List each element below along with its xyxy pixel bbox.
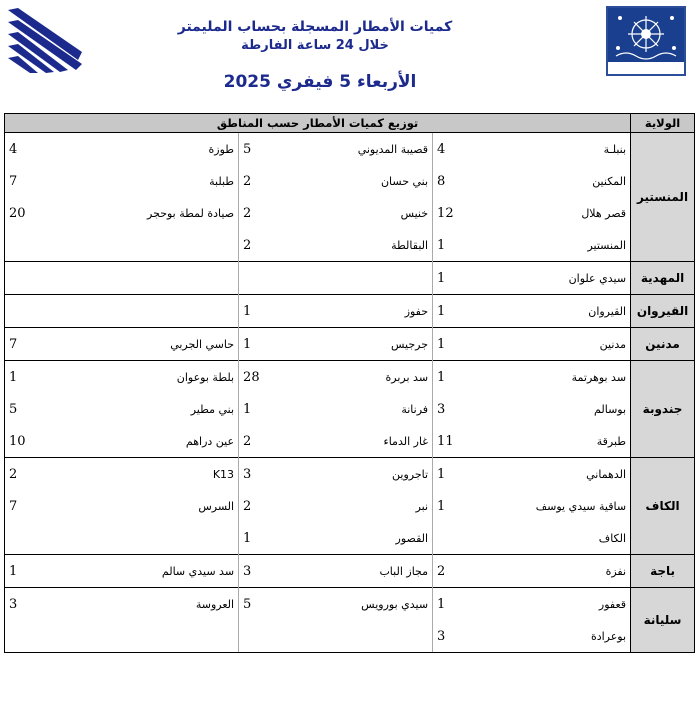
station-name: الدهماني <box>513 458 631 491</box>
station-name: نبر <box>415 499 429 513</box>
governorate-cell: سليانة <box>631 588 695 653</box>
table-row <box>5 197 695 229</box>
station-name: ساقية سيدي يوسف <box>535 499 627 513</box>
governorate-cell: الكاف <box>631 458 695 555</box>
rain-value: 3 <box>239 555 313 588</box>
station-name: مدنين <box>513 328 631 361</box>
station-name <box>69 620 239 653</box>
rain-value: 2 <box>239 197 313 229</box>
title-line1: كميات الأمطار المسجلة بحساب المليمتر <box>177 19 453 35</box>
header-distribution: توزيع كميات الأمطار حسب المناطق <box>5 114 631 133</box>
table-row <box>5 393 695 425</box>
rain-value: 1 <box>433 262 513 295</box>
rain-value: 1 <box>433 490 513 522</box>
table-row <box>5 295 695 328</box>
rain-value: 20 <box>5 197 69 229</box>
rain-value: 2 <box>5 458 69 491</box>
station-name: مجاز الباب <box>313 555 433 588</box>
station-name: بنبلـة <box>513 133 631 166</box>
station-name: جرجيس <box>313 328 433 361</box>
rain-value: 1 <box>433 588 513 621</box>
station-name: حفوز <box>313 295 433 328</box>
table-header-row <box>5 114 695 133</box>
station-name: سيدي علوان <box>513 262 631 295</box>
station-name: طوزة <box>69 133 239 166</box>
rain-value: 5 <box>239 133 313 166</box>
rain-value: 28 <box>239 361 313 394</box>
station-name: بوسالم <box>594 402 627 416</box>
header-governorate: الولاية <box>631 114 695 133</box>
rain-value <box>433 522 513 555</box>
title-line2: خلال 24 ساعة الفارطة <box>241 38 389 53</box>
station-name: قصر هلال <box>581 206 627 220</box>
table-row <box>5 425 695 458</box>
station-name: البقالطة <box>391 238 429 252</box>
station-name <box>69 229 239 262</box>
station-name: سد سيدي سالم <box>69 555 239 588</box>
station-name: عين دراهم <box>185 434 235 448</box>
governorate-cell: القيروان <box>631 295 695 328</box>
report-date: الأربعاء 5 فيفري 2025 <box>223 72 417 92</box>
report-titles <box>150 18 480 55</box>
rain-value: 8 <box>433 165 513 197</box>
rain-value: 1 <box>5 555 69 588</box>
station-name: السرس <box>198 499 235 513</box>
table-row <box>5 490 695 522</box>
rain-value: 1 <box>433 361 513 394</box>
rain-value: 12 <box>433 197 513 229</box>
station-name: تاجروين <box>313 458 433 491</box>
station-name <box>69 522 239 555</box>
rain-value: 2 <box>239 425 313 458</box>
rain-value <box>239 620 313 653</box>
table-row <box>5 522 695 555</box>
station-name: حاسي الجربي <box>69 328 239 361</box>
rain-value: 4 <box>5 133 69 166</box>
table-row <box>5 555 695 588</box>
rain-value: 1 <box>433 328 513 361</box>
rain-value: 7 <box>5 490 69 522</box>
table-row <box>5 361 695 394</box>
rain-value: 1 <box>239 328 313 361</box>
rain-value <box>239 262 313 295</box>
station-name: غار الدماء <box>383 434 429 448</box>
station-name <box>313 620 433 653</box>
station-name: قعفور <box>513 588 631 621</box>
table-row <box>5 620 695 653</box>
station-name: K13 <box>69 458 239 491</box>
ministry-stripes-logo-icon <box>8 8 86 74</box>
station-name: المكنين <box>592 174 627 188</box>
rain-value: 2 <box>239 165 313 197</box>
rain-value: 1 <box>239 522 313 555</box>
rain-value: 5 <box>239 588 313 621</box>
rain-value: 1 <box>433 295 513 328</box>
station-name <box>69 295 239 328</box>
station-name: صيادة لمطة بوحجر <box>147 206 235 220</box>
rain-value: 1 <box>239 295 313 328</box>
table-row <box>5 328 695 361</box>
rain-value: 5 <box>5 393 69 425</box>
station-name: المنستير <box>587 238 627 252</box>
table-row <box>5 133 695 166</box>
station-name: قصيبة المديوني <box>313 133 433 166</box>
station-name: طبلبة <box>209 174 235 188</box>
rain-value: 2 <box>433 555 513 588</box>
table-row <box>5 165 695 197</box>
rain-value: 2 <box>239 229 313 262</box>
station-name: خنيس <box>400 206 429 220</box>
rain-value: 4 <box>433 133 513 166</box>
station-name: العروسة <box>69 588 239 621</box>
rain-value <box>5 295 69 328</box>
rain-value: 1 <box>5 361 69 394</box>
rain-value: 3 <box>433 393 513 425</box>
governorate-cell: مدنين <box>631 328 695 361</box>
rain-value: 3 <box>5 588 69 621</box>
rain-value <box>5 229 69 262</box>
table-row <box>5 458 695 491</box>
governorate-cell: المهدية <box>631 262 695 295</box>
station-name: بوعرادة <box>513 620 631 653</box>
station-name: الكاف <box>598 531 627 545</box>
rain-value: 11 <box>433 425 513 458</box>
station-name: نفزة <box>513 555 631 588</box>
table-row <box>5 262 695 295</box>
station-name: سد بربرة <box>313 361 433 394</box>
station-name: القصور <box>395 531 429 545</box>
national-meteorology-institute-logo-icon <box>606 6 686 76</box>
station-name: سيدي بورويس <box>313 588 433 621</box>
station-name: القيروان <box>513 295 631 328</box>
rain-value <box>5 620 69 653</box>
rain-value: 10 <box>5 425 69 458</box>
rain-value: 2 <box>239 490 313 522</box>
table-row <box>5 229 695 262</box>
rainfall-table <box>4 113 695 653</box>
station-name: طبرقة <box>596 434 627 448</box>
rain-value: 7 <box>5 165 69 197</box>
rain-value: 1 <box>239 393 313 425</box>
rain-value: 1 <box>433 229 513 262</box>
rain-value: 1 <box>433 458 513 491</box>
station-name: بني حسان <box>380 174 429 188</box>
governorate-cell: باجة <box>631 555 695 588</box>
governorate-cell: المنستير <box>631 133 695 262</box>
station-name: بلطة بوعوان <box>69 361 239 394</box>
rain-value: 3 <box>239 458 313 491</box>
station-name <box>69 262 239 295</box>
rain-value <box>5 522 69 555</box>
table-row <box>5 588 695 621</box>
station-name: بني مطير <box>190 402 235 416</box>
station-name: فرنانة <box>401 402 429 416</box>
rain-value: 7 <box>5 328 69 361</box>
station-name <box>313 262 433 295</box>
rain-value: 3 <box>433 620 513 653</box>
station-name: سد بوهرتمة <box>513 361 631 394</box>
document-header <box>0 0 700 110</box>
rain-value <box>5 262 69 295</box>
governorate-cell: جندوبة <box>631 361 695 458</box>
